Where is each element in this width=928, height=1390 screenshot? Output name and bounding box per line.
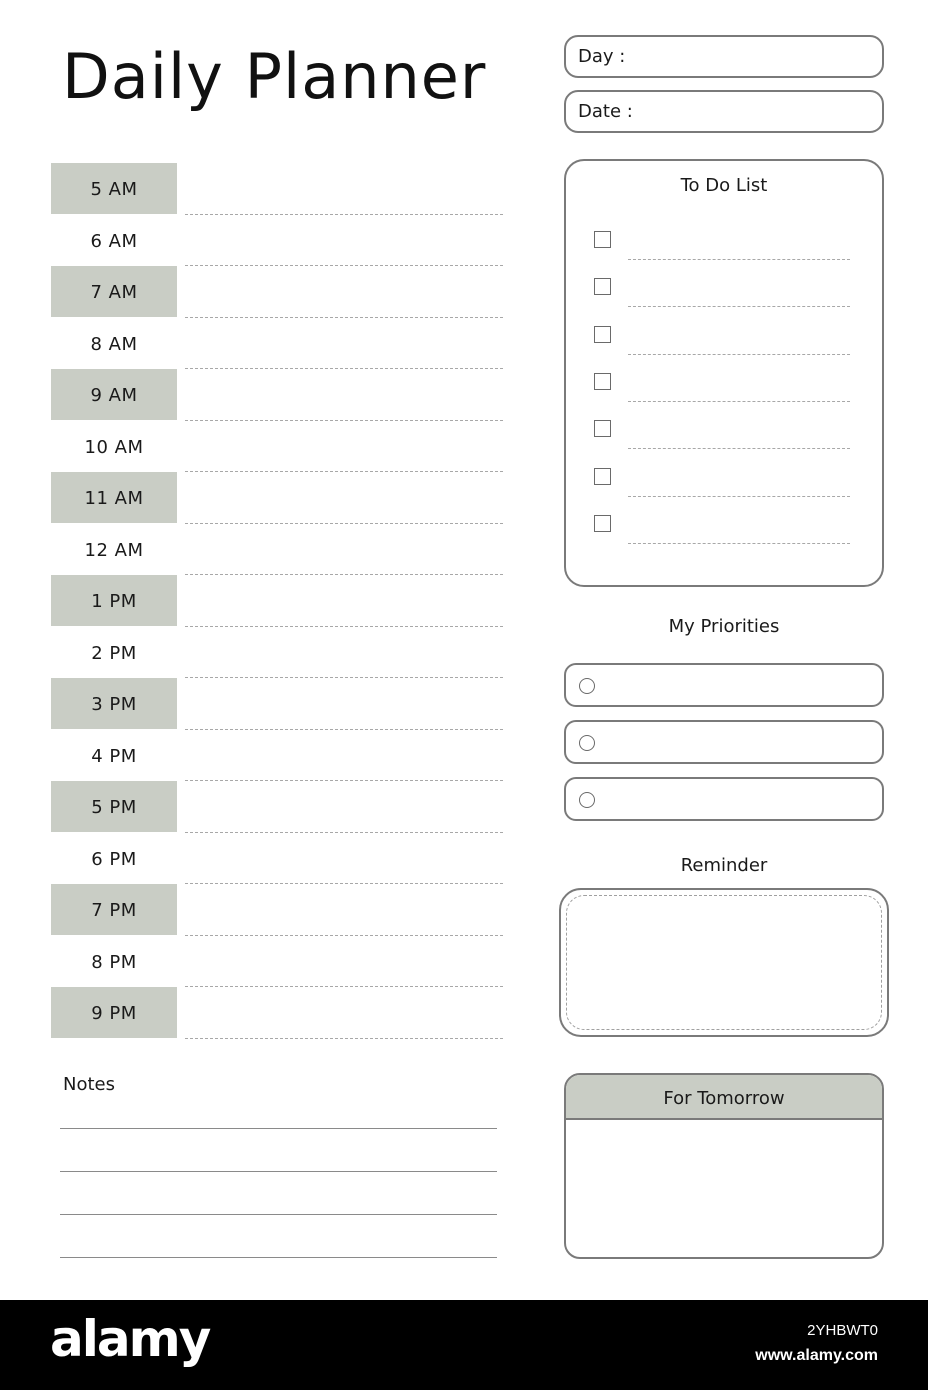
todo-entry-line[interactable] [628,543,850,544]
hour-row[interactable] [51,163,503,215]
notes-line[interactable] [60,1257,497,1258]
reminder-box[interactable] [559,888,889,1037]
hour-row[interactable] [51,781,503,833]
hour-row[interactable] [51,266,503,318]
checkbox-icon[interactable] [594,231,611,248]
todo-entry-line[interactable] [628,306,850,307]
hour-row[interactable] [51,472,503,524]
day-field[interactable] [564,35,884,78]
checkbox-icon[interactable] [594,515,611,532]
hour-row[interactable] [51,730,503,782]
priority-field[interactable] [564,720,884,764]
checkbox-icon[interactable] [594,278,611,295]
hour-entry-line[interactable] [185,1038,503,1039]
notes-title: Notes [63,1074,115,1095]
hour-label: 8 PM [91,951,137,973]
alamy-logo: alamy [50,1310,210,1368]
date-field[interactable] [564,90,884,133]
hour-label: 7 AM [51,266,177,317]
notes-line[interactable] [60,1128,497,1129]
image-id: 2YHBWT0 [807,1322,878,1339]
hour-row[interactable] [51,369,503,421]
hour-row[interactable] [51,524,503,576]
footer-url: www.alamy.com [755,1347,878,1364]
todo-entry-line[interactable] [628,448,850,449]
todo-title: To Do List [680,175,768,196]
todo-entry-line[interactable] [628,354,850,355]
watermark-footer [0,1300,928,1390]
todo-item[interactable] [594,515,850,562]
todo-entry-line[interactable] [628,401,850,402]
reminder-dashed-border [566,895,882,1030]
priority-field[interactable] [564,777,884,821]
checkbox-icon[interactable] [594,420,611,437]
notes-line[interactable] [60,1171,497,1172]
todo-item[interactable] [594,373,850,420]
todo-item[interactable] [594,278,850,325]
hour-label: 3 PM [51,678,177,729]
todo-item[interactable] [594,326,850,373]
for-tomorrow-title: For Tomorrow [566,1075,882,1120]
todo-item[interactable] [594,420,850,467]
hour-label: 2 PM [91,642,137,664]
todo-entry-line[interactable] [628,259,850,260]
todo-item[interactable] [594,468,850,515]
hour-label: 7 PM [51,884,177,935]
hour-label: 6 AM [90,230,138,252]
hour-label: 4 PM [91,745,137,767]
hour-row[interactable] [51,575,503,627]
priority-field[interactable] [564,663,884,707]
day-label: Day : [578,46,626,67]
todo-list-box [564,159,884,587]
checkbox-icon[interactable] [594,326,611,343]
hour-label: 6 PM [91,848,137,870]
hour-row[interactable] [51,318,503,370]
priorities-title: My Priorities [668,616,780,637]
hour-row[interactable] [51,936,503,988]
hourly-schedule [51,163,503,1039]
hour-label: 11 AM [51,472,177,523]
todo-entry-line[interactable] [628,496,850,497]
hour-row[interactable] [51,627,503,679]
hour-label: 12 AM [84,539,144,561]
hour-label: 1 PM [51,575,177,626]
hour-row[interactable] [51,833,503,885]
bullet-circle-icon [579,792,595,808]
bullet-circle-icon [579,735,595,751]
for-tomorrow-box[interactable] [564,1073,884,1259]
hour-label: 10 AM [84,436,144,458]
checkbox-icon[interactable] [594,373,611,390]
hour-label: 8 AM [90,333,138,355]
notes-line[interactable] [60,1214,497,1215]
checkbox-icon[interactable] [594,468,611,485]
hour-label: 5 PM [51,781,177,832]
date-label: Date : [578,101,633,122]
hour-label: 9 PM [51,987,177,1038]
hour-label: 5 AM [51,163,177,214]
todo-item[interactable] [594,231,850,278]
hour-row[interactable] [51,987,503,1039]
hour-row[interactable] [51,884,503,936]
bullet-circle-icon [579,678,595,694]
hour-row[interactable] [51,421,503,473]
hour-row[interactable] [51,215,503,267]
hour-label: 9 AM [51,369,177,420]
hour-row[interactable] [51,678,503,730]
reminder-title: Reminder [680,855,768,876]
page-title: Daily Planner [62,40,487,113]
